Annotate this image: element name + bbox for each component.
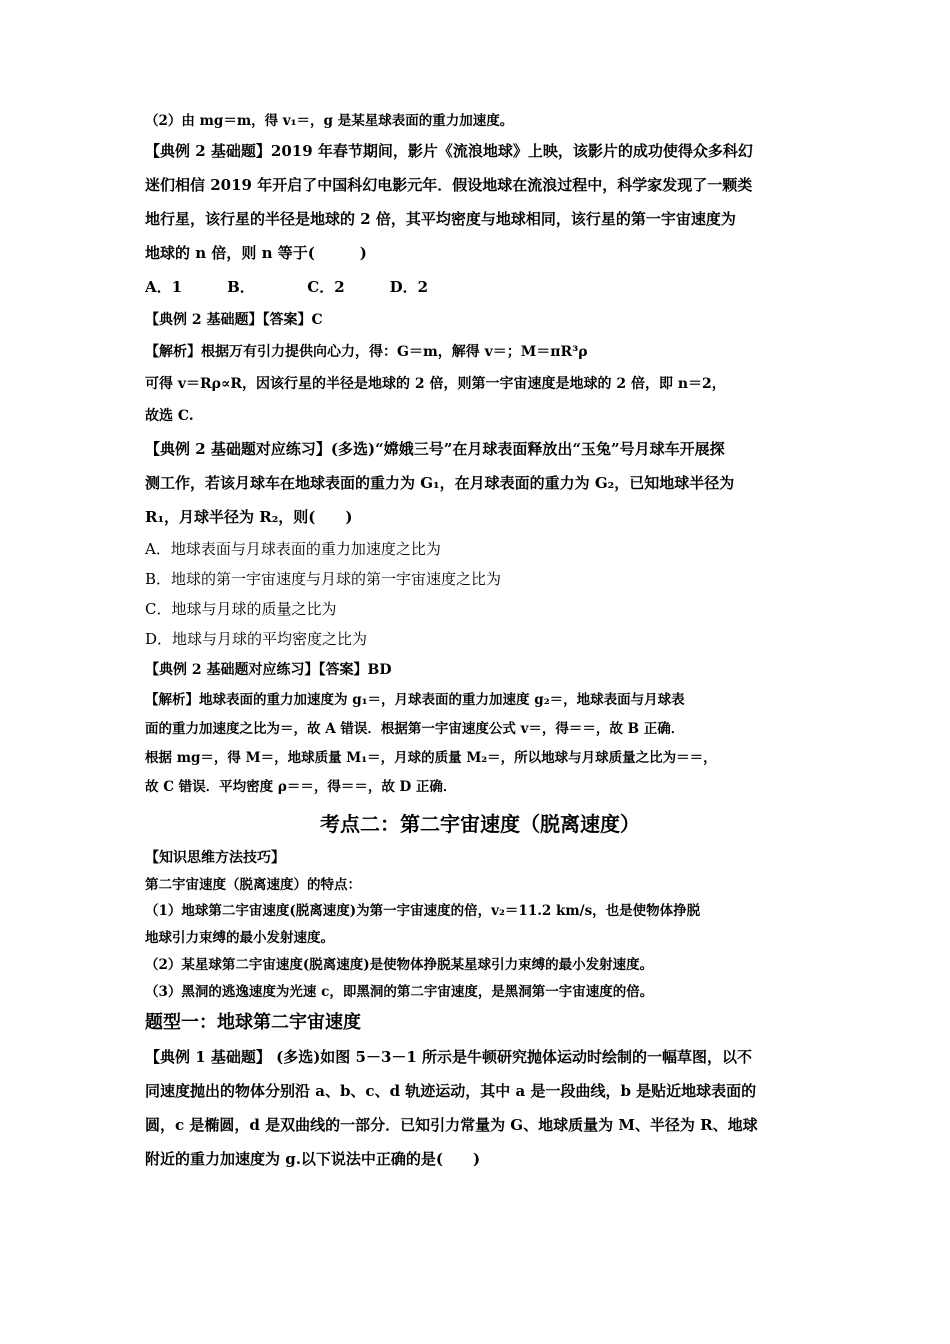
section-title: 考点二：第二宇宙速度（脱离速度）	[320, 812, 640, 836]
analysis-line: 【解析】根据万有引力提供向心力，得：G＝m，解得 v＝；M＝πR³ρ	[145, 344, 588, 360]
text-line: 迷们相信 2019 年开启了中国科幻电影元年．假设地球在流浪过程中，科学家发现了一颗类	[145, 176, 753, 194]
text-line: （2）某星球第二宇宙速度(脱离速度)是使物体挣脱某星球引力束缚的最小发射速度。	[145, 957, 654, 973]
subsection-heading: 【知识思维方法技巧】	[145, 850, 285, 866]
example-heading: 【典例 2 基础题】2019 年春节期间，影片《流浪地球》上映，该影片的成功使得众多科幻	[145, 142, 753, 160]
analysis-line: 面的重力加速度之比为＝，故 A 错误．根据第一宇宙速度公式 v＝，得＝＝，故 B 正确．	[145, 721, 685, 737]
text-line: （2）由 mg＝m，得 v₁＝，g 是某星球表面的重力加速度。	[145, 113, 514, 129]
option-c: C．地球与月球的质量之比为	[145, 600, 337, 618]
option-d: D．地球与月球的平均密度之比为	[145, 630, 368, 648]
document-page	[145, 108, 815, 1176]
text-line: R₁，月球半径为 R₂，则( )	[145, 508, 353, 526]
answer-line: 【典例 2 基础题】【答案】C	[145, 312, 323, 328]
answer-line: 【典例 2 基础题对应练习】【答案】BD	[145, 662, 392, 678]
text-line: 第二宇宙速度（脱离速度）的特点：	[145, 877, 361, 893]
text-line: 地球的 n 倍，则 n 等于( )	[145, 244, 367, 262]
text-line: 地球引力束缚的最小发射速度。	[145, 930, 334, 946]
text-line: 同速度抛出的物体分别沿 a、b、c、d 轨迹运动，其中 a 是一段曲线，b 是贴近地球表面的	[145, 1082, 757, 1100]
analysis-line: 【解析】地球表面的重力加速度为 g₁＝，月球表面的重力加速度 g₂＝，地球表面与月球表	[145, 692, 685, 708]
text-line: （1）地球第二宇宙速度(脱离速度)为第一宇宙速度的倍，v₂＝11.2 km/s，也是使物体挣脱	[145, 903, 701, 919]
text-line: 圆，c 是椭圆，d 是双曲线的一部分．已知引力常量为 G、地球质量为 M、半径为 R、地球	[145, 1116, 758, 1134]
text-line: 地行星，该行星的半径是地球的 2 倍，其平均密度与地球相同，该行星的第一宇宙速度为	[145, 210, 736, 228]
text-line: 测工作，若该月球车在地球表面的重力为 G₁，在月球表面的重力为 G₂，已知地球半径为	[145, 474, 735, 492]
example-heading: 【典例 1 基础题】 (多选)如图 5－3－1 所示是牛顿研究抛体运动时绘制的一幅草图，以不	[145, 1048, 753, 1066]
answer-options: A．1 B． C．2 D．2	[145, 278, 429, 296]
text-line: （3）黑洞的逃逸速度为光速 c，即黑洞的第二宇宙速度，是黑洞第一宇宙速度的倍。	[145, 984, 654, 1000]
analysis-line: 故 C 错误．平均密度 ρ＝＝，得＝＝，故 D 正确．	[145, 779, 457, 795]
option-a: A．地球表面与月球表面的重力加速度之比为	[145, 540, 441, 558]
analysis-line: 根据 mg＝，得 M＝，地球质量 M₁＝，月球的质量 M₂＝，所以地球与月球质量之比为＝＝，	[145, 750, 717, 766]
example-heading: 【典例 2 基础题对应练习】(多选)“嫦娥三号”在月球表面释放出“玉兔”号月球车开展探	[145, 440, 725, 458]
question-type-heading: 题型一：地球第二宇宙速度	[145, 1012, 361, 1033]
analysis-line: 故选 C.	[145, 408, 194, 424]
option-b: B．地球的第一宇宙速度与月球的第一宇宙速度之比为	[145, 570, 502, 588]
text-line: 附近的重力加速度为 g.以下说法中正确的是( )	[145, 1150, 481, 1168]
analysis-line: 可得 v＝Rρ∝R，因该行星的半径是地球的 2 倍，则第一宇宙速度是地球的 2 倍，即 n＝2，	[145, 376, 726, 392]
